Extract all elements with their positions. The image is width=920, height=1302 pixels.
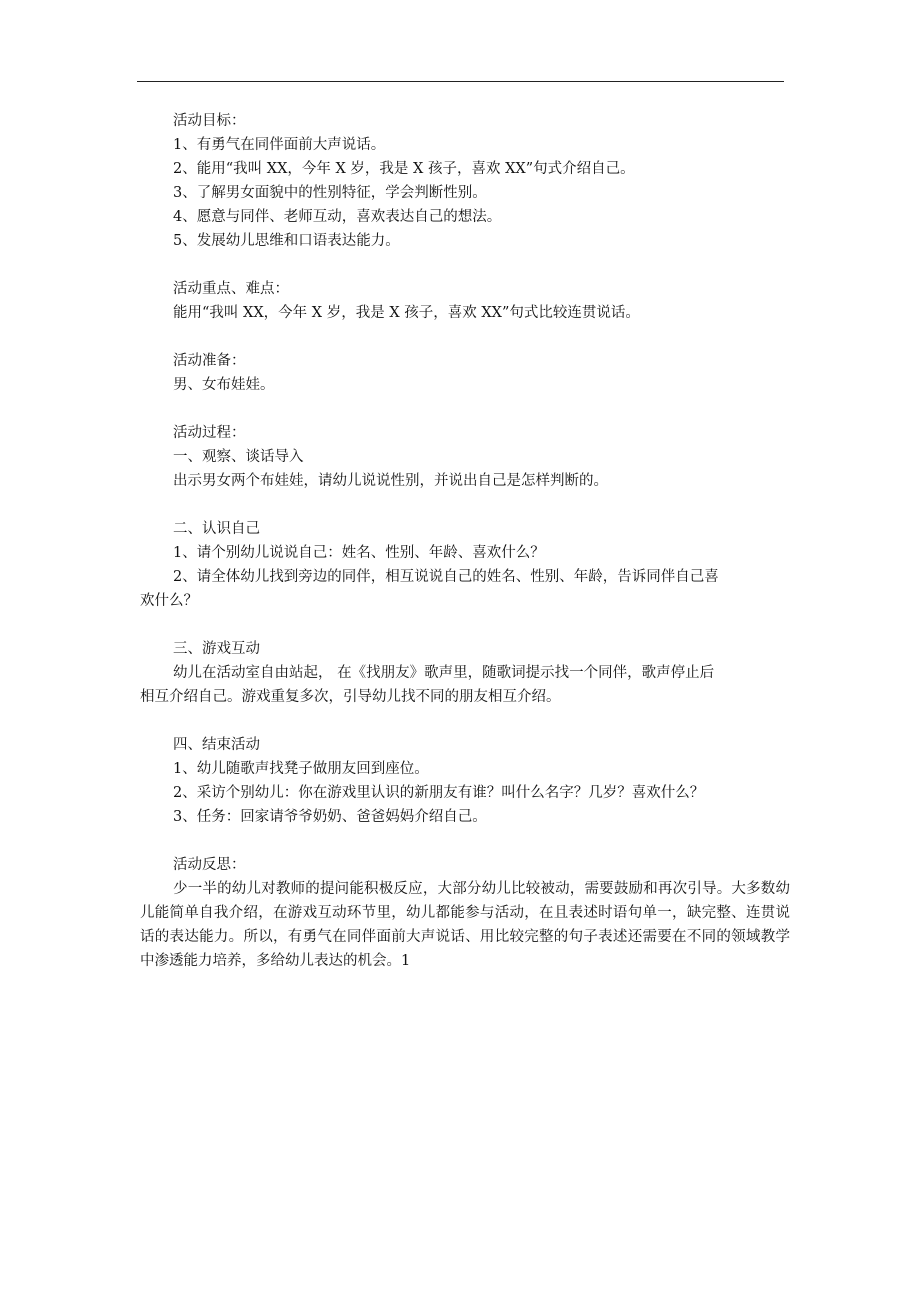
document-body — [140, 109, 790, 973]
process-part3-text-continued: 相互介绍自己。游戏重复多次，引导幼儿找不同的朋友相互介绍。 — [140, 689, 561, 705]
process-part4-item: 1、幼儿随歌声找凳子做朋友回到座位。 — [173, 761, 429, 777]
process-part1-title: 一、观察、谈话导入 — [173, 449, 304, 465]
key-points-heading: 活动重点、难点： — [173, 281, 289, 297]
process-heading: 活动过程： — [173, 425, 246, 441]
goals-heading: 活动目标： — [173, 113, 246, 129]
key-points-text: 能用“我叫 XX，今年 X 岁，我是 X 孩子，喜欢 XX”句式比较连贯说话。 — [173, 305, 640, 321]
goal-item: 5、发展幼儿思维和口语表达能力。 — [173, 233, 400, 249]
process-part3-text: 幼儿在活动室自由站起， 在《找朋友》歌声里，随歌词提示找一个同伴，歌声停止后 — [173, 665, 715, 681]
process-part4-item: 2、采访个别幼儿：你在游戏里认识的新朋友有谁？叫什么名字？几岁？喜欢什么？ — [173, 785, 705, 801]
preparation-text: 男、女布娃娃。 — [173, 377, 275, 393]
process-part3-title: 三、游戏互动 — [173, 641, 260, 657]
reflection-heading: 活动反思： — [173, 857, 246, 873]
process-part4-title: 四、结束活动 — [173, 737, 260, 753]
process-part1-text: 出示男女两个布娃娃，请幼儿说说性别，并说出自己是怎样判断的。 — [173, 473, 608, 489]
header-rule — [137, 81, 784, 82]
reflection-text: 少一半的幼儿对教师的提问能积极反应，大部分幼儿比较被动，需要鼓励和再次引导。大多数幼儿能简单自我介绍，在游戏互动环节里，幼儿都能参与活动，在且表述时语句单一，缺完整、连贯说话的表达能力。所以，有勇气在同伴面前大声说话、用比较完整的句子表述还需要在不同的领域教学中渗透能力培养，多给幼儿表达的机会。1 — [140, 881, 790, 969]
goal-item: 4、愿意与同伴、老师互动，喜欢表达自己的想法。 — [173, 209, 502, 225]
process-part2-title: 二、认识自己 — [173, 521, 260, 537]
process-part2-item: 2、请全体幼儿找到旁边的同伴，相互说说自己的姓名、性别、年龄，告诉同伴自己喜 — [173, 569, 719, 585]
process-part2-item: 1、请个别幼儿说说自己：姓名、性别、年龄、喜欢什么？ — [173, 545, 545, 561]
goal-item: 3、了解男女面貌中的性别特征，学会判断性别。 — [173, 185, 487, 201]
preparation-heading: 活动准备： — [173, 353, 246, 369]
goal-item: 2、能用“我叫 XX，今年 X 岁，我是 X 孩子，喜欢 XX”句式介绍自己。 — [173, 161, 635, 177]
process-part2-item-continued: 欢什么？ — [140, 593, 198, 609]
goal-item: 1、有勇气在同伴面前大声说话。 — [173, 137, 386, 153]
process-part4-item: 3、任务：回家请爷爷奶奶、爸爸妈妈介绍自己。 — [173, 809, 487, 825]
